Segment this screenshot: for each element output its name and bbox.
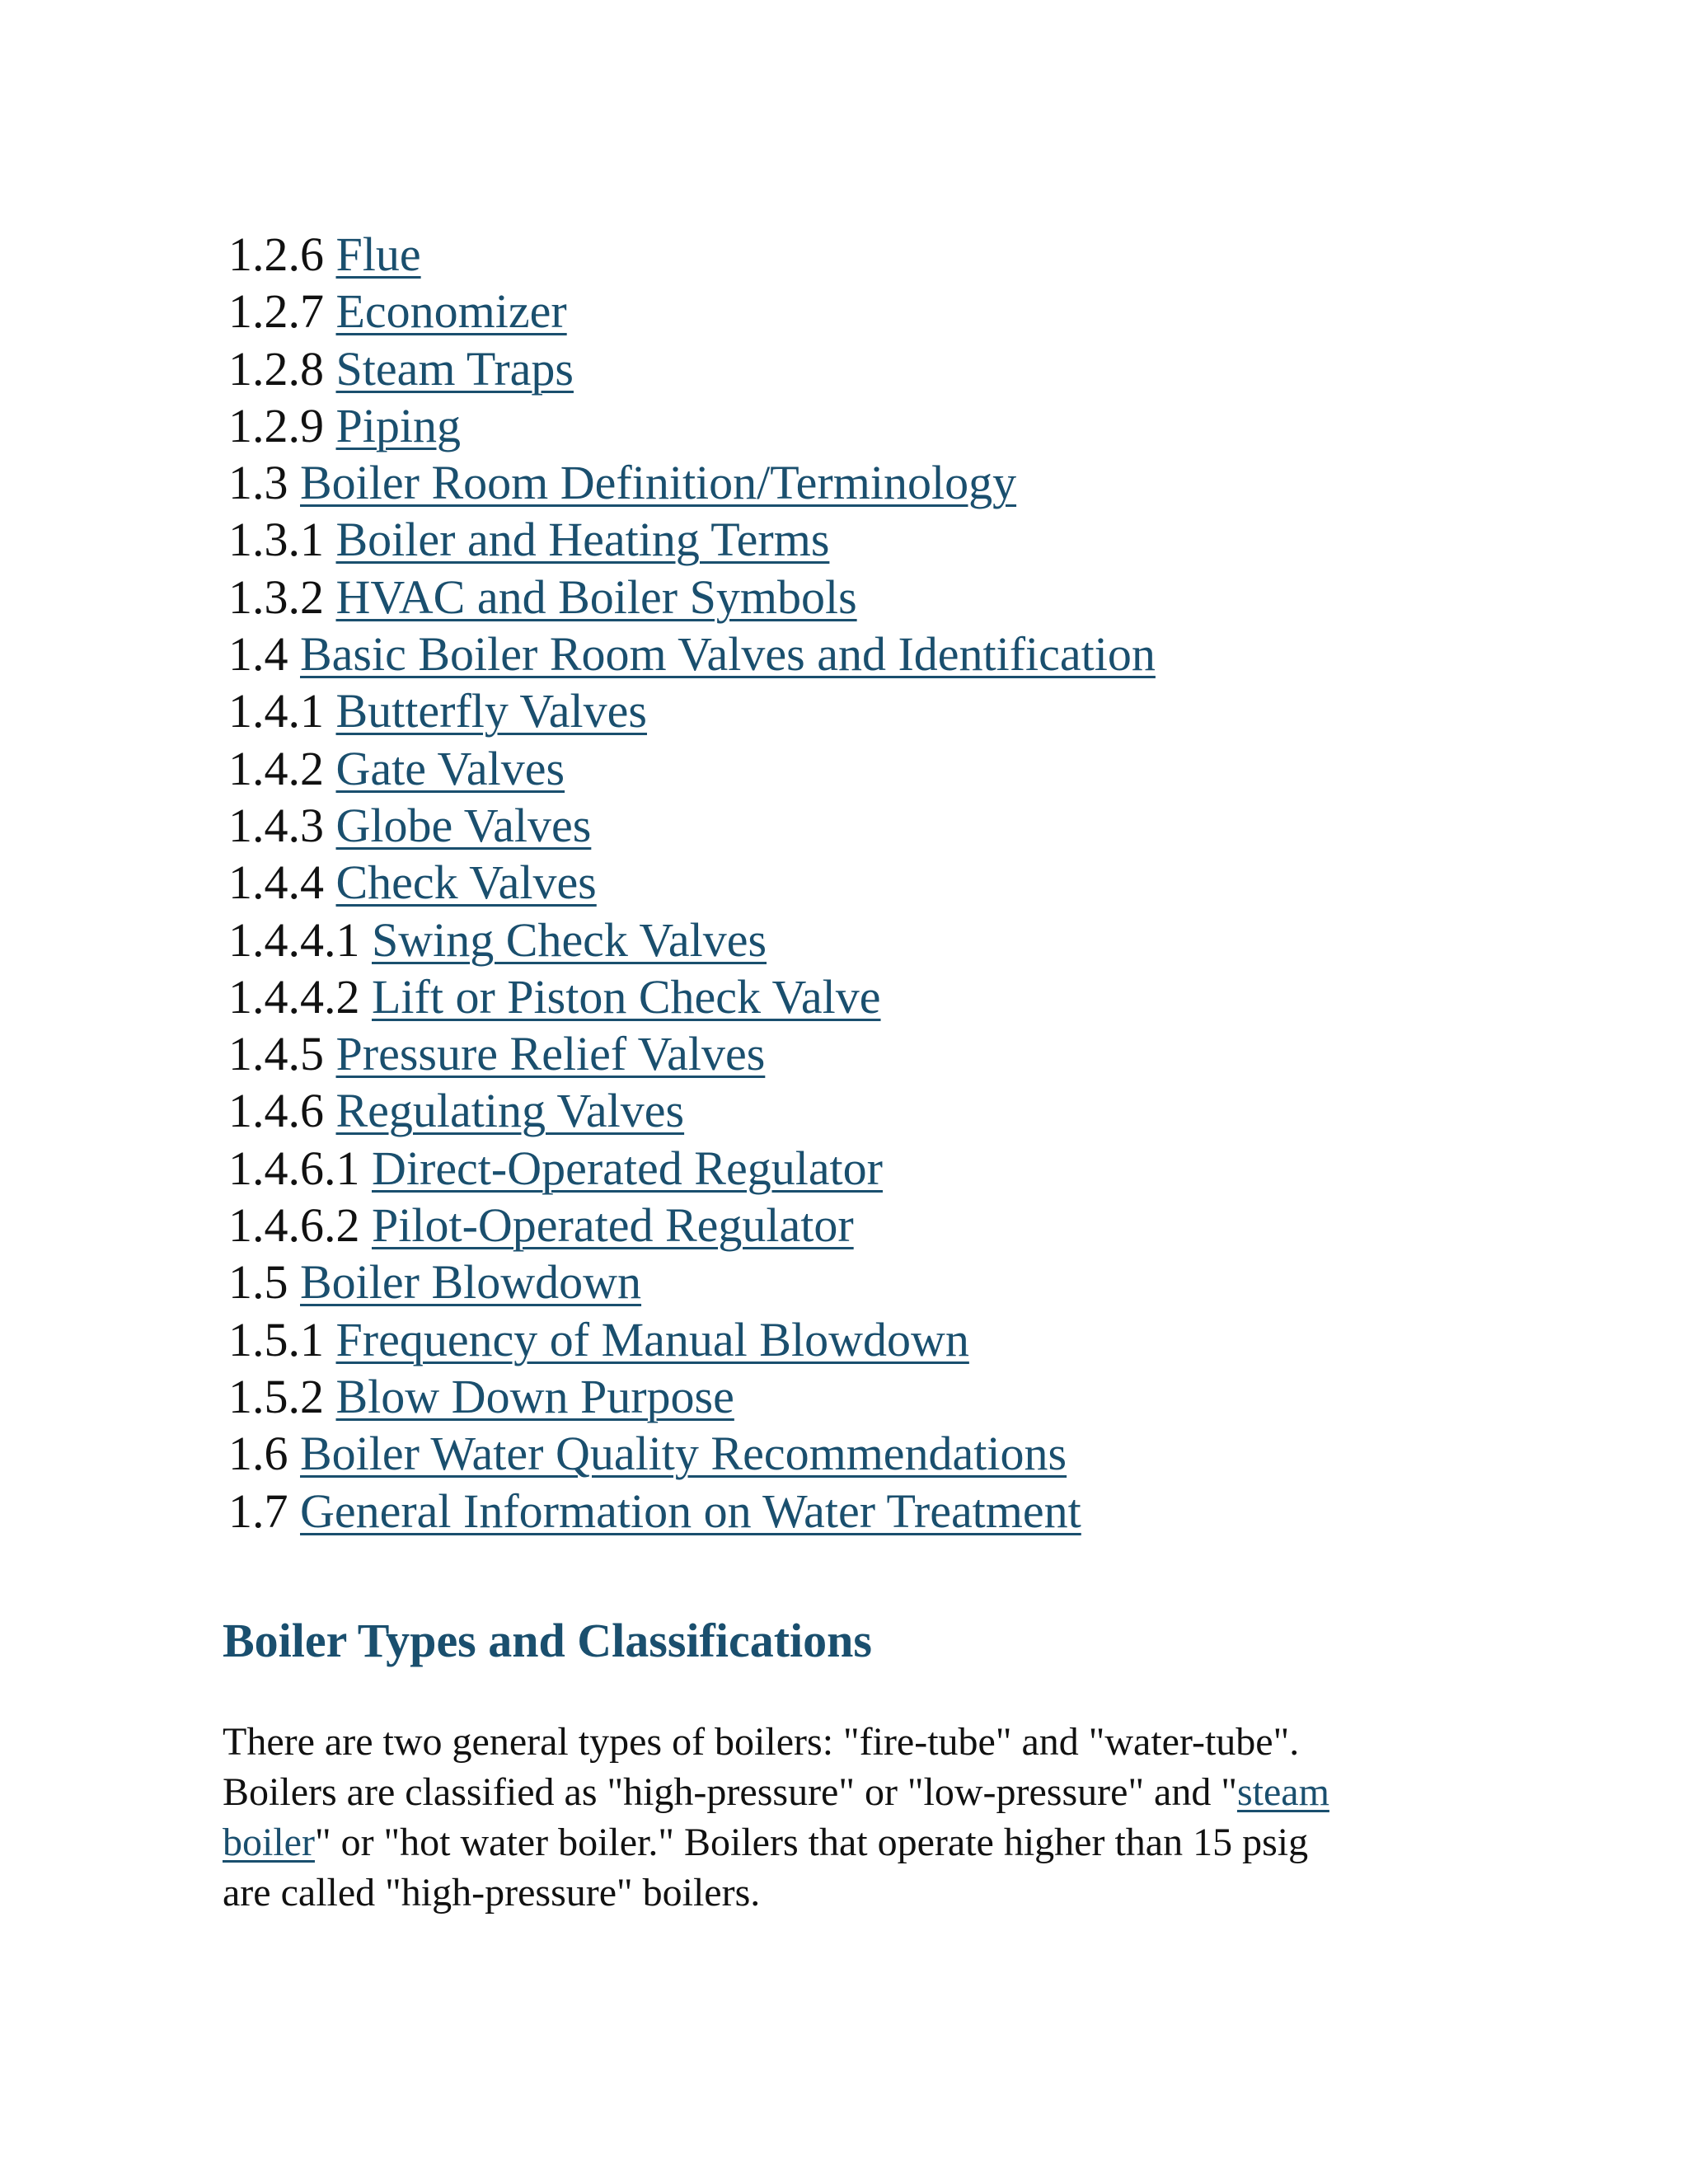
toc-item-number: 1.5.2 [228, 1369, 324, 1423]
toc-item [228, 1311, 1156, 1368]
toc-item-link[interactable]: Boiler Water Quality Recommendations [300, 1427, 1067, 1481]
toc-item [228, 454, 1156, 511]
toc-item-link[interactable]: Pressure Relief Valves [335, 1027, 766, 1081]
paragraph-line-1: There are two general types of boilers: "fire-tube" and "water-tube". [223, 1720, 1300, 1764]
toc-item-number: 1.2.9 [228, 398, 324, 452]
toc-item-link[interactable]: Flue [335, 227, 421, 281]
toc-item-number: 1.7 [228, 1483, 288, 1538]
paragraph-line-3 [223, 1817, 1459, 1868]
toc-item-link[interactable]: Blow Down Purpose [335, 1369, 734, 1423]
toc-item-number: 1.2.8 [228, 341, 324, 396]
toc-item [228, 1197, 1156, 1254]
toc-item [228, 1483, 1156, 1540]
toc-item-number: 1.6 [228, 1427, 288, 1481]
paragraph-line-3-text: " or "hot water boiler." Boilers that operate higher than 15 psig [314, 1821, 1309, 1864]
toc-item-number: 1.2.7 [228, 284, 324, 339]
toc-item-number: 1.4.4.1 [228, 912, 360, 967]
toc-item [228, 1425, 1156, 1482]
toc-item-number: 1.3 [228, 456, 288, 510]
toc-item-number: 1.4.3 [228, 798, 324, 852]
toc-item-link[interactable]: Piping [335, 398, 461, 452]
toc-item-link[interactable]: Globe Valves [335, 798, 592, 852]
toc-item-number: 1.2.6 [228, 227, 324, 281]
toc-item [228, 740, 1156, 797]
toc-item-link[interactable]: Swing Check Valves [372, 912, 767, 967]
toc-item-number: 1.4.4 [228, 855, 324, 910]
toc-item-link[interactable]: Direct-Operated Regulator [372, 1141, 883, 1195]
toc-item-link[interactable]: Boiler Room Definition/Terminology [300, 456, 1017, 510]
toc-item-number: 1.3.2 [228, 569, 324, 624]
toc-item-link[interactable]: Steam Traps [335, 341, 574, 396]
toc-item [228, 1368, 1156, 1425]
toc-item [228, 1140, 1156, 1197]
toc-item-number: 1.4.6.1 [228, 1141, 360, 1195]
toc-item-link[interactable]: General Information on Water Treatment [300, 1483, 1081, 1538]
steam-boiler-link-part-2[interactable]: boiler [223, 1821, 315, 1864]
toc-item-number: 1.5.1 [228, 1312, 324, 1366]
toc-item [228, 397, 1156, 454]
toc-item-number: 1.4.5 [228, 1027, 324, 1081]
toc-item-link[interactable]: Regulating Valves [335, 1084, 685, 1138]
toc-item-number: 1.4 [228, 627, 288, 682]
toc-item-number: 1.4.4.2 [228, 969, 360, 1024]
toc-item-number: 1.5 [228, 1255, 288, 1310]
steam-boiler-link-part-1[interactable]: steam [1236, 1770, 1329, 1814]
toc-item-number: 1.4.2 [228, 741, 324, 795]
paragraph-line-2 [223, 1767, 1459, 1817]
toc-item-number: 1.4.6.2 [228, 1198, 360, 1253]
toc-item-link[interactable]: Gate Valves [335, 741, 565, 795]
toc-item [228, 1082, 1156, 1139]
toc-item-link[interactable]: Frequency of Manual Blowdown [335, 1312, 969, 1366]
table-of-contents [228, 226, 1156, 1540]
toc-item-link[interactable]: Butterfly Valves [335, 684, 647, 738]
toc-item-number: 1.4.1 [228, 684, 324, 738]
toc-item [228, 226, 1156, 283]
toc-item [228, 340, 1156, 397]
toc-item [228, 511, 1156, 568]
toc-item-link[interactable]: Basic Boiler Room Valves and Identification [300, 627, 1156, 682]
toc-item [228, 797, 1156, 854]
toc-item-link[interactable]: Lift or Piston Check Valve [372, 969, 881, 1024]
toc-item-number: 1.4.6 [228, 1084, 324, 1138]
toc-item-number: 1.3.1 [228, 513, 324, 567]
toc-item [228, 682, 1156, 739]
toc-item-link[interactable]: Check Valves [335, 855, 597, 910]
section-paragraph [223, 1717, 1459, 1918]
toc-item [228, 968, 1156, 1025]
toc-item [228, 569, 1156, 626]
toc-item-link[interactable]: Economizer [335, 284, 567, 339]
toc-item [228, 626, 1156, 682]
paragraph-line-2-text: Boilers are classified as "high-pressure" or "low-pressure" and " [223, 1770, 1237, 1814]
toc-item-link[interactable]: Boiler Blowdown [300, 1255, 642, 1310]
toc-item [228, 1025, 1156, 1082]
toc-item [228, 283, 1156, 340]
toc-item-link[interactable]: Pilot-Operated Regulator [372, 1198, 854, 1253]
paragraph-line-4: are called "high-pressure" boilers. [223, 1871, 761, 1915]
toc-item [228, 912, 1156, 968]
section-heading: Boiler Types and Classifications [223, 1614, 872, 1667]
toc-item-link[interactable]: Boiler and Heating Terms [335, 513, 830, 567]
toc-item [228, 854, 1156, 911]
toc-item-link[interactable]: HVAC and Boiler Symbols [335, 569, 857, 624]
toc-item [228, 1254, 1156, 1310]
